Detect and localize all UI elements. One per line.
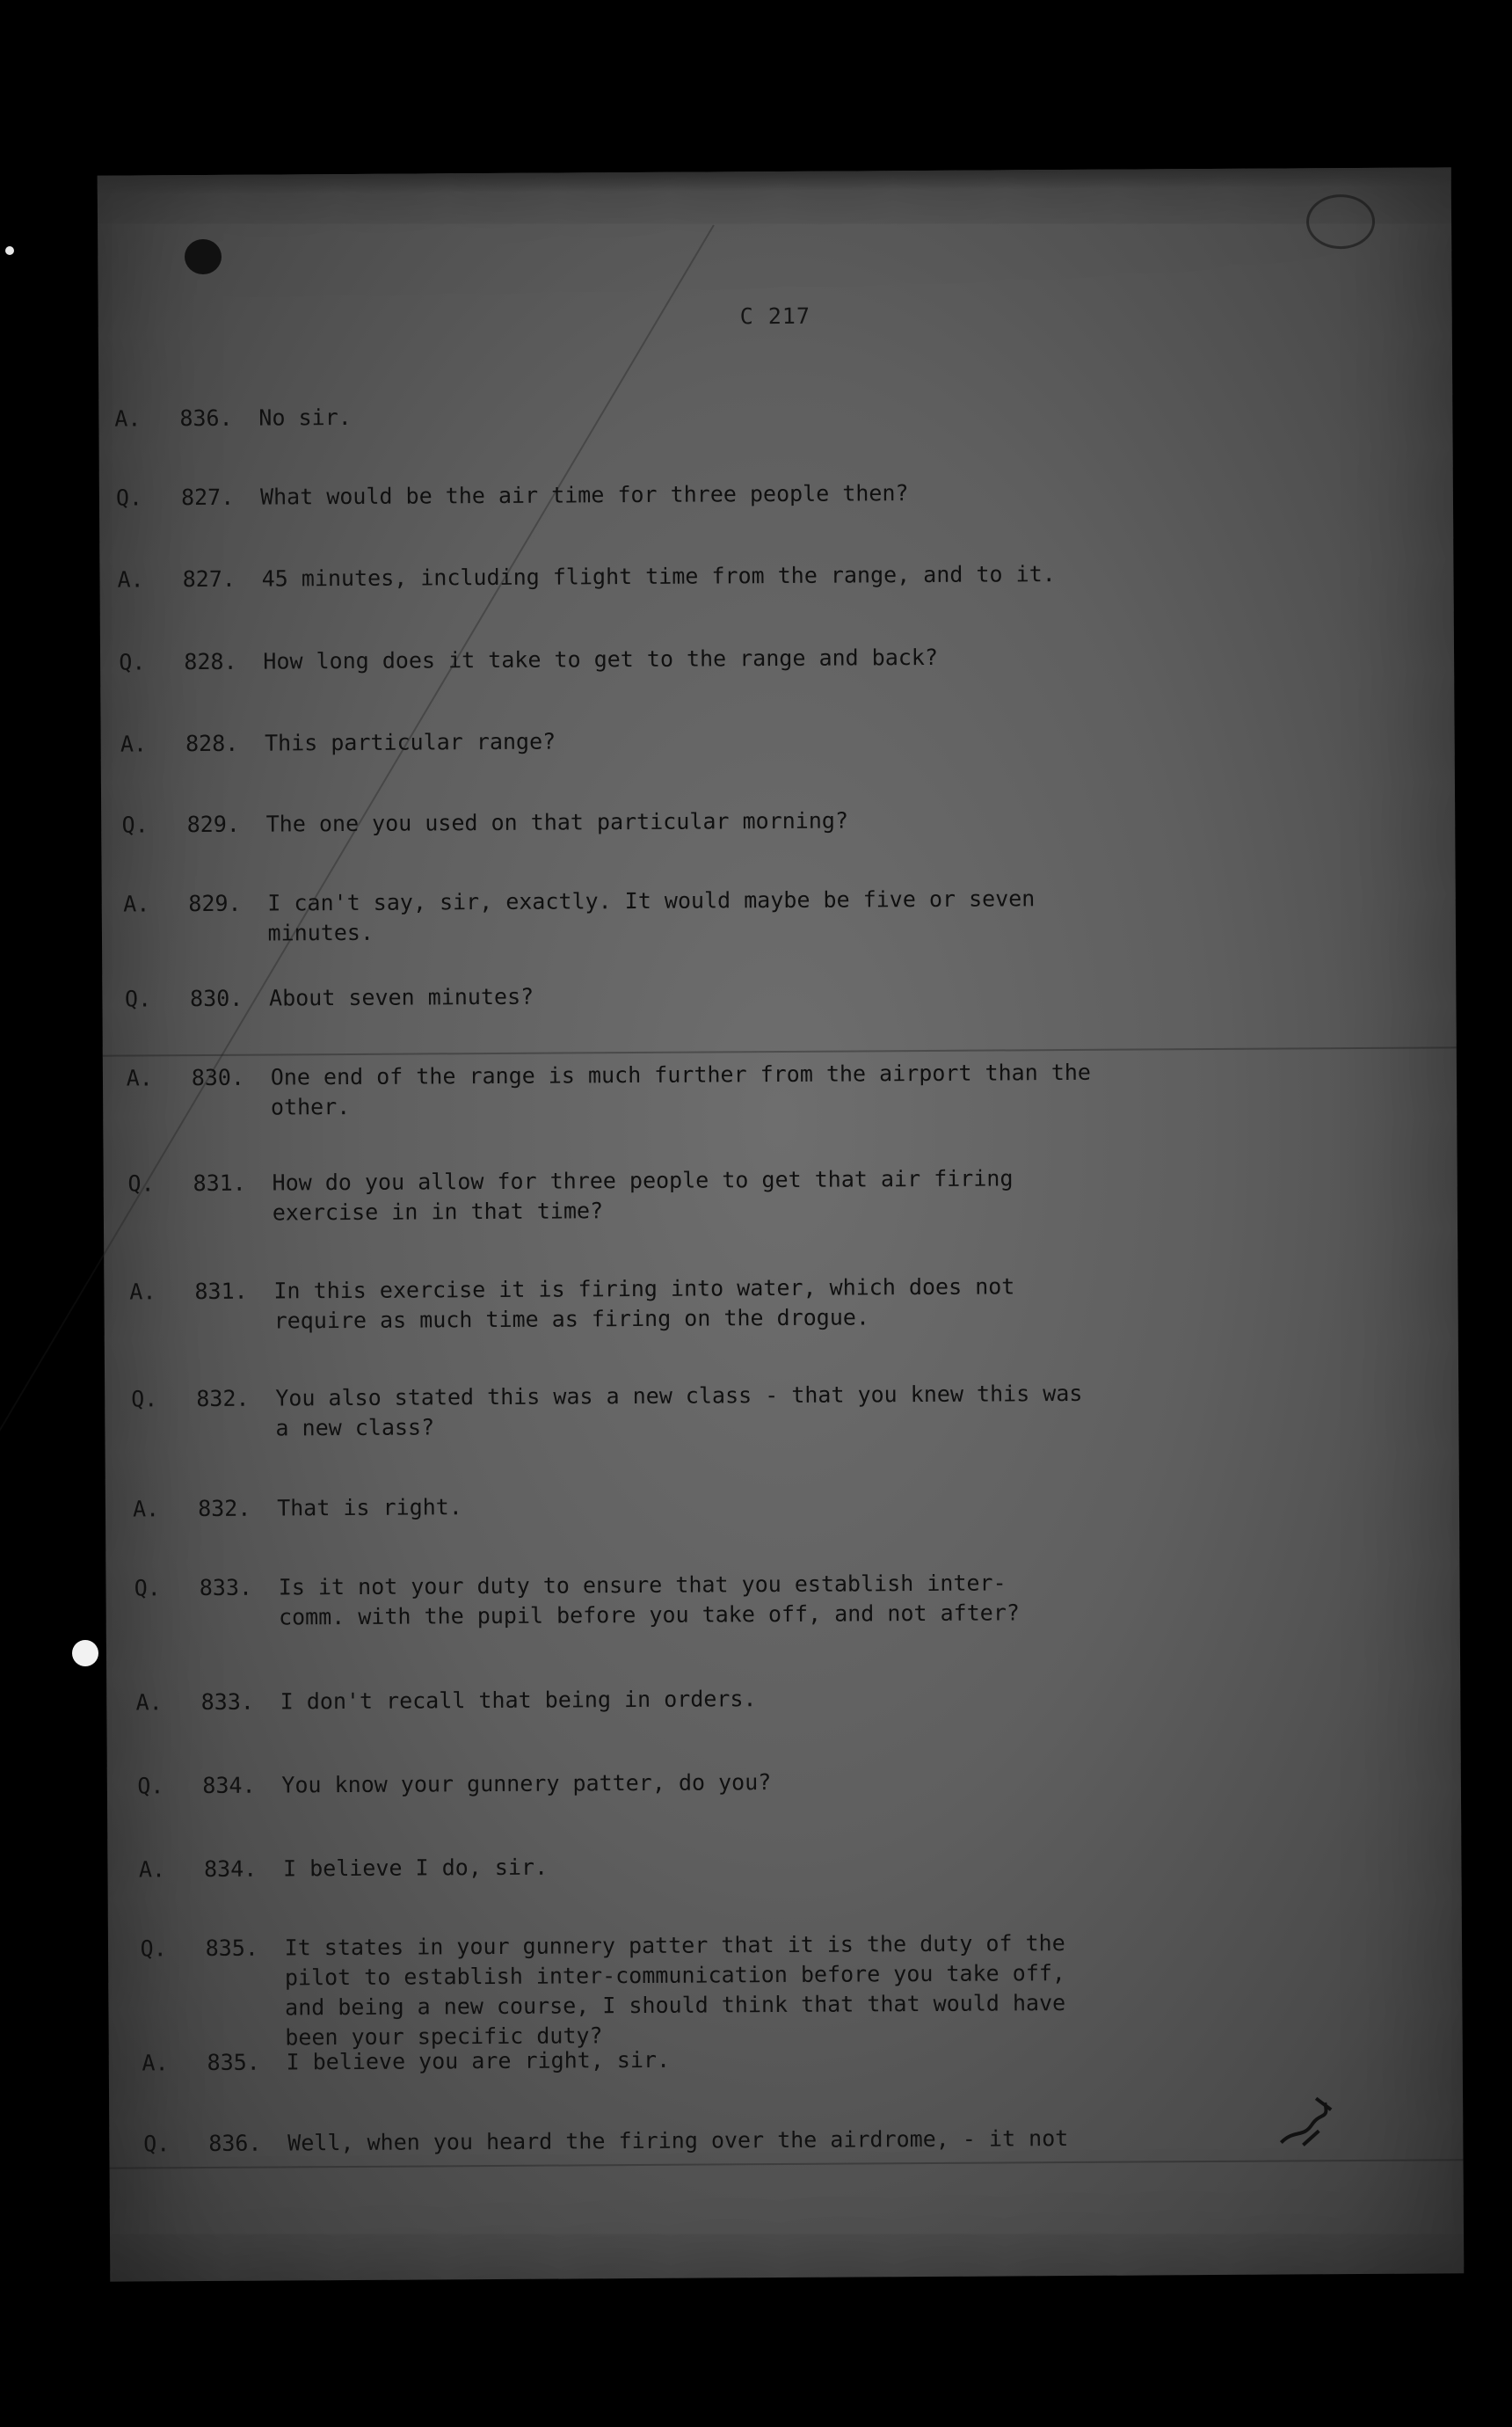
entry-number: 832. (198, 1495, 251, 1522)
entry-number: 833. (200, 1688, 255, 1716)
speck (5, 246, 14, 255)
entry-number: 827. (182, 565, 236, 593)
punch-hole (72, 1640, 98, 1666)
entry-text: About seven minutes? (269, 983, 534, 1011)
entry-text: What would be the air time for three people then? (259, 480, 909, 510)
qa-entry (107, 881, 1461, 946)
entry-text: That is right. (277, 1494, 462, 1521)
punch-hole (185, 239, 222, 274)
entry-number: 829. (186, 811, 241, 838)
entry-text: Is it not your duty to ensure that you establish inter- comm. with the pupil before you take off, and not after? (278, 1570, 1020, 1630)
entry-number: 836. (208, 2130, 262, 2156)
entry-text: No sir. (258, 404, 352, 431)
entry-label: A. (132, 1496, 160, 1522)
entry-text: I can't say, sir, exactly. It would maybe be five or seven minutes. (267, 886, 1036, 946)
qa-entry (100, 475, 1454, 511)
page-edge-shadow (98, 167, 1451, 194)
entry-number: 830. (190, 985, 244, 1012)
entry-text: I don't recall that being in orders. (280, 1686, 757, 1715)
entry-number: 829. (188, 890, 242, 917)
entry-label: A. (120, 731, 148, 757)
qa-entry (121, 1763, 1475, 1799)
entry-label: Q. (143, 2131, 171, 2157)
entry-text: It states in your gunnery patter that it is the duty of the pilot to establish inter-communication before you take off, and being a new course, I should think that that would have been your specific duty? (284, 1930, 1066, 2051)
entry-label: Q. (127, 1170, 155, 1197)
qa-entry (120, 1680, 1474, 1716)
entry-text: You also stated this was a new class - that you knew this was a new class? (275, 1380, 1083, 1441)
qa-entry (106, 802, 1460, 838)
entry-label: Q. (121, 812, 149, 838)
fold-line (103, 1046, 1457, 1056)
entry-number: 831. (194, 1278, 248, 1305)
document-page (98, 167, 1465, 2281)
entry-label: Q. (119, 649, 146, 675)
entry-number: 832. (196, 1385, 250, 1412)
qa-entry (119, 1565, 1472, 1630)
entry-text: In this exercise it is firing into water, which does not require as much time as firing on the drogue. (273, 1273, 1015, 1334)
entry-text: How long does it take to get to the range and back? (263, 644, 939, 674)
entry-label: A. (138, 1856, 166, 1883)
qa-entry (112, 1161, 1465, 1226)
entry-label: A. (123, 891, 150, 917)
entry-number: 828. (185, 730, 239, 757)
entry-label: Q. (137, 1773, 164, 1799)
entry-number: 834. (202, 1772, 256, 1799)
entry-label: A. (117, 566, 144, 593)
entry-label: Q. (134, 1575, 161, 1601)
entry-label: Q. (124, 986, 152, 1012)
fold-line (110, 2159, 1464, 2168)
entry-label: A. (126, 1065, 153, 1091)
page-number: C 217 (739, 302, 811, 330)
entry-number: 828. (184, 648, 237, 675)
qa-entry (102, 557, 1456, 593)
entry-text: You know your gunnery patter, do you? (281, 1769, 772, 1798)
entry-number: 836. (179, 404, 233, 432)
entry-label: Q. (115, 485, 143, 511)
entry-number: 833. (199, 1574, 253, 1601)
entry-text: Well, when you heard the firing over the airdrome, - it not (287, 2125, 1069, 2156)
entry-text: The one you used on that particular morning? (265, 807, 849, 837)
qa-entry (109, 976, 1463, 1012)
entry-number: 827. (180, 484, 235, 511)
entry-number: 830. (191, 1064, 245, 1091)
entry-number: 834. (203, 1855, 258, 1883)
entry-label: A. (114, 405, 142, 432)
qa-entry (111, 1055, 1465, 1120)
entry-number: 835. (205, 1935, 259, 1962)
entry-label: A. (129, 1279, 156, 1305)
handwritten-mark (1276, 2094, 1347, 2146)
entry-text: How do you allow for three people to get that air firing exercise in in that time? (272, 1165, 1014, 1226)
qa-entry (117, 1486, 1471, 1522)
entry-text: I believe I do, sir. (282, 1854, 549, 1882)
entry-number: 835. (207, 2049, 260, 2076)
qa-entry (113, 1269, 1467, 1334)
entry-label: A. (135, 1689, 163, 1716)
qa-entry (103, 639, 1457, 675)
qa-entry (123, 1847, 1477, 1883)
qa-entry (98, 396, 1452, 432)
entry-text: I believe you are right, sir. (286, 2046, 671, 2075)
entry-text: This particular range? (264, 728, 556, 756)
qa-entry (125, 1926, 1479, 2051)
entry-label: A. (142, 2050, 169, 2076)
entry-text: 45 minutes, including flight time from the range, and to it. (261, 561, 1056, 592)
qa-entry (105, 721, 1458, 757)
entry-label: Q. (140, 1935, 167, 1962)
entry-number: 831. (193, 1170, 246, 1197)
corner-stamp (1306, 194, 1375, 249)
qa-entry (115, 1376, 1469, 1441)
entry-text: One end of the range is much further from the airport than the other. (270, 1059, 1092, 1120)
entry-label: Q. (131, 1386, 158, 1412)
